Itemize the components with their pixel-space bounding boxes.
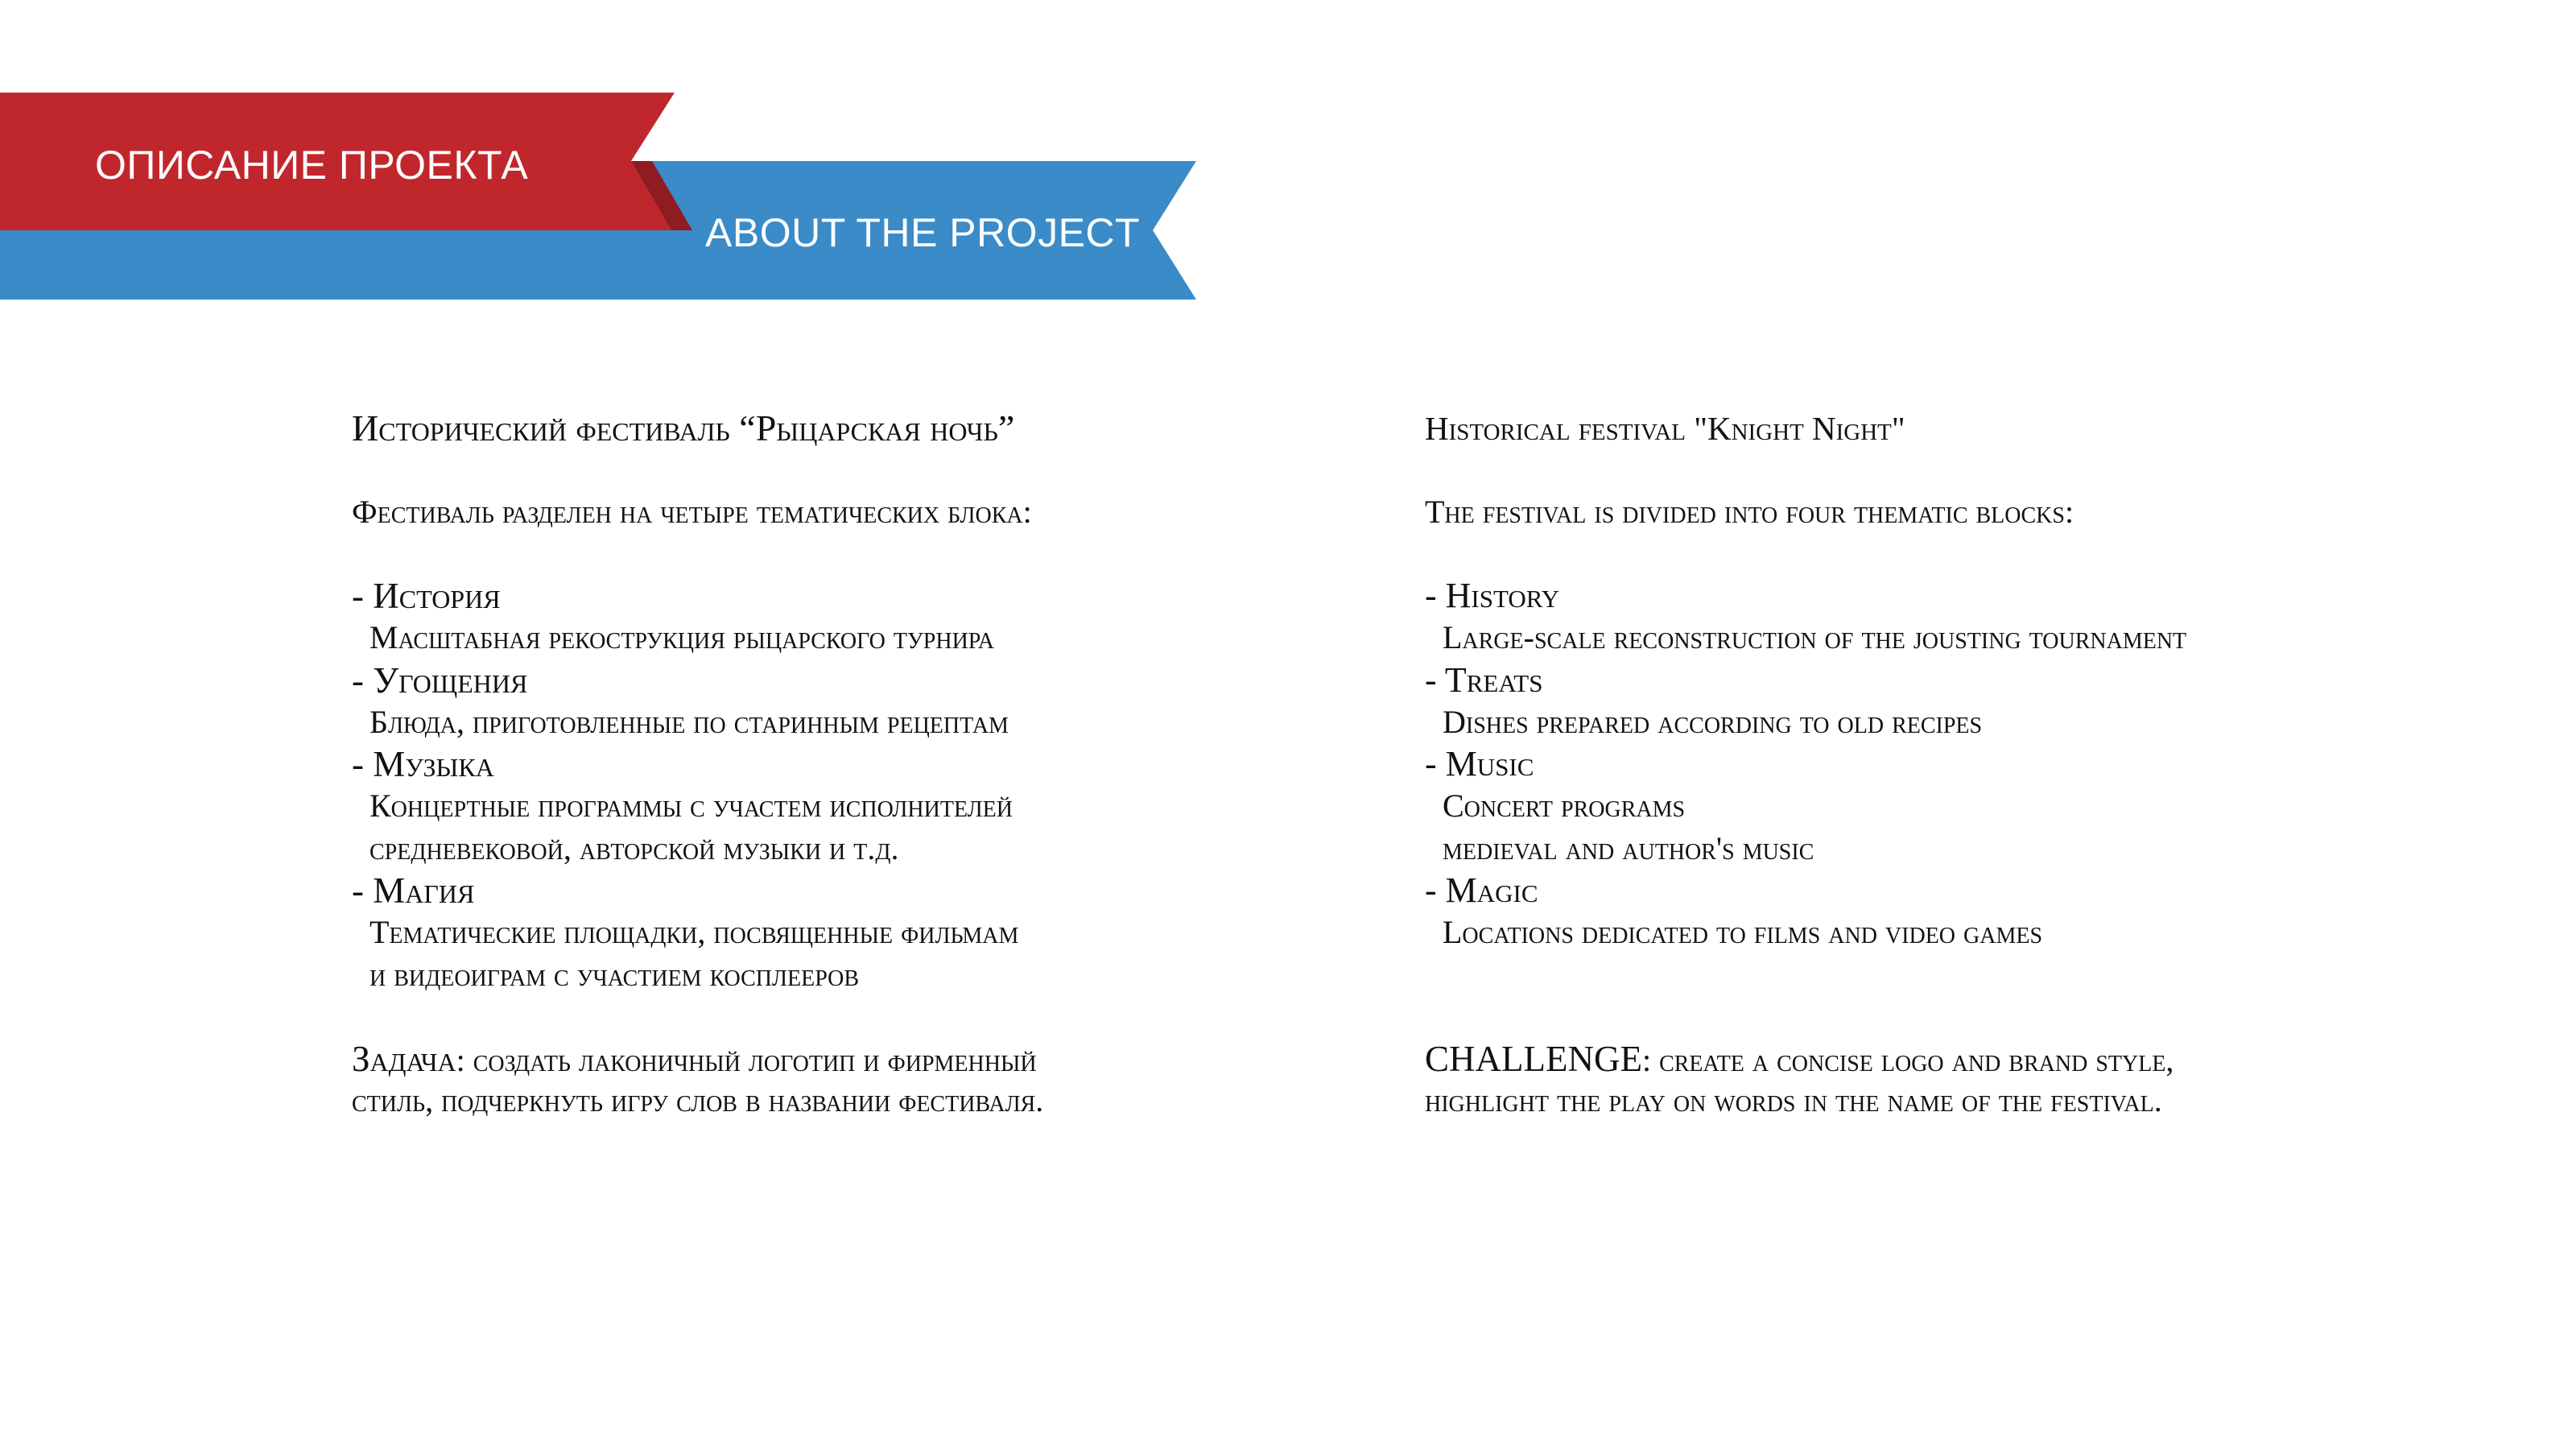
block-description-line: Тематические площадки, посвященные фильмам <box>369 914 1019 950</box>
block-description-line: и видеоиграм с участием косплееров <box>369 956 860 993</box>
block-description-line: Dishes prepared according to old recipes <box>1443 703 1983 740</box>
block-heading: - Музыка <box>352 744 494 784</box>
block-heading: - Music <box>1425 744 1534 783</box>
block-music-en <box>1425 743 2186 870</box>
block-description-line: Locations dedicated to films and video games <box>1443 914 2043 950</box>
block-description <box>1425 785 2186 870</box>
challenge-line: highlight the play on words in the name of the festival. <box>1425 1082 2162 1118</box>
festival-title-en: Historical festival "Knight Night" <box>1425 410 1905 447</box>
block-description-line: Concert programs <box>1443 788 1686 824</box>
block-heading: - History <box>1425 576 1560 615</box>
block-music-ru <box>352 743 1043 870</box>
challenge-en <box>1425 1038 2186 1122</box>
block-description-line: medieval and author's music <box>1443 829 1814 866</box>
block-heading: - Treats <box>1425 659 1543 700</box>
block-description <box>352 701 1043 744</box>
block-description-line: средневековой, авторской музыки и т.д. <box>369 829 899 866</box>
challenge-line <box>1425 1038 2186 1080</box>
challenge-label: Задача <box>352 1039 456 1079</box>
block-description-line: Масштабная рекострукция рыцарского турнира <box>369 619 995 655</box>
block-heading: - Magic <box>1425 870 1538 910</box>
block-treats-ru <box>352 659 1043 744</box>
block-description-line: Концертные программы с участем исполнителей <box>369 788 1013 824</box>
blocks-list-ru <box>352 575 1043 996</box>
intro-text-en: The festival is divided into four thematic blocks: <box>1425 494 2074 530</box>
intro-text-ru: Фестиваль разделен на четыре тематических блока: <box>352 494 1032 530</box>
block-description <box>1425 701 2186 744</box>
challenge-text: : создать лаконичный логотип и фирменный <box>456 1042 1037 1078</box>
block-magic-en <box>1425 870 2186 996</box>
block-description-line: Large-scale reconstruction of the jousting tournament <box>1443 619 2187 655</box>
block-heading: - Угощения <box>352 659 528 701</box>
block-heading: - Магия <box>352 870 475 911</box>
challenge-label: CHALLENGE <box>1425 1039 1642 1079</box>
block-description <box>352 617 1043 659</box>
block-magic-ru <box>352 870 1043 996</box>
block-history-ru <box>352 575 1043 659</box>
block-heading: - История <box>352 576 501 616</box>
russian-column <box>352 407 1043 1122</box>
block-history-en <box>1425 575 2186 659</box>
festival-title-ru: Исторический фестиваль “Рыцарская ночь” <box>352 407 1015 449</box>
challenge-text: : create a concise logo and brand style, <box>1641 1042 2174 1078</box>
block-description <box>1425 617 2186 659</box>
block-description-line: Блюда, приготовленные по старинным рецептам <box>369 703 1009 740</box>
spacer <box>1443 954 2186 997</box>
block-description <box>1425 912 2186 996</box>
block-description <box>352 912 1043 996</box>
block-description <box>352 785 1043 870</box>
blocks-list-en <box>1425 575 2186 996</box>
challenge-ru <box>352 1038 1043 1122</box>
challenge-line <box>352 1038 1043 1080</box>
block-treats-en <box>1425 659 2186 744</box>
header-title-en: ABOUT THE PROJECT <box>705 210 1141 255</box>
english-column <box>1425 407 2186 1122</box>
header-title-ru: ОПИСАНИЕ ПРОЕКТА <box>95 143 529 188</box>
challenge-line: стиль, подчеркнуть игру слов в названии фестиваля. <box>352 1082 1044 1118</box>
